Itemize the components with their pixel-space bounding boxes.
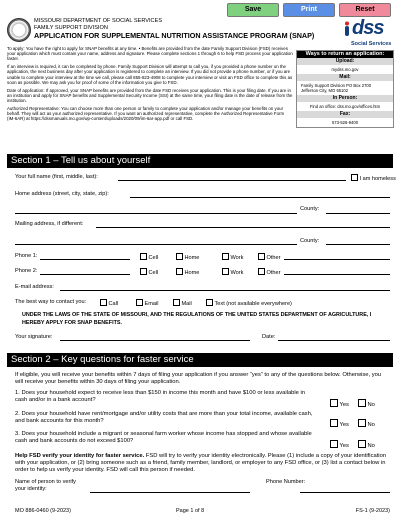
question-3-no[interactable]	[358, 440, 375, 449]
dss-logo	[340, 17, 392, 49]
phone-2-home-checkbox[interactable]	[176, 268, 183, 275]
in-person-heading: In Person:	[297, 95, 393, 102]
question-1-no[interactable]	[358, 399, 375, 408]
no-label: No	[367, 422, 375, 428]
phone-1-other-field[interactable]	[284, 259, 390, 260]
contact-mail-checkbox[interactable]	[173, 299, 180, 306]
question-1: 1. Does your household expect to receive less than $150 in income this month and have $100 or less available in cash and/or in a bank account?	[15, 390, 306, 404]
family-figure-icon	[342, 21, 352, 37]
phone-1-work-checkbox[interactable]	[222, 253, 229, 260]
mailing-address-field[interactable]	[96, 227, 390, 228]
homeless-checkbox[interactable]	[351, 174, 358, 181]
intro-text	[7, 46, 293, 124]
question-3-yes-checkbox[interactable]	[330, 440, 338, 448]
phone-1-type-cell[interactable]	[140, 253, 158, 261]
section-1-header: Section 1 – Tell us about yourself	[7, 154, 393, 168]
cell-label: Cell	[148, 270, 159, 276]
question-3: 3. Does your household include a migrant or seasonal farm worker whose income has stopped and whose available cash and bank accounts do not exceed $100?	[15, 431, 312, 445]
verify-phone-field[interactable]	[300, 492, 390, 493]
phone-1-type-other[interactable]	[258, 253, 281, 261]
phone-2-field[interactable]	[40, 274, 130, 275]
contact-text-option[interactable]	[206, 299, 292, 307]
phone-2-type-work[interactable]	[222, 268, 243, 276]
return-methods-box	[296, 50, 394, 128]
mailing-county-label: County:	[300, 238, 320, 244]
contact-mail-option[interactable]	[173, 299, 192, 307]
fax-value: 573-526-9400	[331, 120, 359, 125]
home-address-label: Home address (street, city, state, zip):	[15, 191, 109, 197]
homeless-label: I am homeless	[359, 176, 396, 182]
phone-2-type-cell[interactable]	[140, 268, 158, 276]
phone-2-work-checkbox[interactable]	[222, 268, 229, 275]
mailing-county-field[interactable]	[326, 244, 390, 245]
penalty-statement: UNDER THE LAWS OF THE STATE OF MISSOURI, AND THE REGULATIONS OF THE UNITED STATES DEPARTMENT OF AGRICULTURE, I HEREBY APPLY FOR SNAP BENEFITS.	[22, 312, 372, 326]
home-address-line-2[interactable]	[15, 213, 297, 214]
missouri-seal-icon	[7, 18, 31, 42]
phone-2-type-home[interactable]	[176, 268, 199, 276]
form-number: MO 886-0460 (9-2023)	[15, 508, 71, 514]
contact-text-checkbox[interactable]	[206, 299, 213, 306]
home-county-field[interactable]	[326, 213, 390, 214]
upload-heading: Upload:	[297, 58, 393, 65]
email-option-label: Email	[144, 301, 159, 307]
question-2-no-checkbox[interactable]	[358, 419, 366, 427]
save-button[interactable]: Save	[227, 3, 279, 17]
verify-phone-label: Phone Number:	[266, 479, 306, 485]
upload-value[interactable]: mydss.mo.gov	[331, 67, 359, 72]
form-title: APPLICATION FOR SUPPLEMENTAL NUTRITION ASSISTANCE PROGRAM (SNAP)	[34, 31, 315, 40]
contact-method-label: The best way to contact you:	[15, 299, 87, 305]
reset-button[interactable]: Reset	[339, 3, 391, 17]
dss-logo-letters: dss	[352, 17, 384, 39]
section-2-header: Section 2 – Key questions for faster service	[7, 353, 393, 367]
phone-2-other-checkbox[interactable]	[258, 268, 265, 275]
question-2-yes-checkbox[interactable]	[330, 419, 338, 427]
contact-call-checkbox[interactable]	[100, 299, 107, 306]
page-number: Page 1 of 8	[176, 508, 205, 514]
cell-label: Cell	[148, 255, 159, 261]
mailing-address-label: Mailing address, if different:	[15, 221, 84, 227]
form-toolbar	[227, 3, 391, 17]
department-name: MISSOURI DEPARTMENT OF SOCIAL SERVICES	[34, 18, 163, 24]
date-label: Date:	[262, 334, 276, 340]
question-2: 2. Does your household have rent/mortgage and/or utility costs that are more than your total income, available cash, and bank accounts for this month?	[15, 411, 313, 425]
home-address-field[interactable]	[130, 197, 390, 198]
question-2-no[interactable]	[358, 419, 375, 428]
phone-2-cell-checkbox[interactable]	[140, 268, 147, 275]
phone-1-home-checkbox[interactable]	[176, 253, 183, 260]
intro-paragraph: Date of application: If approved, your SNAP benefits are provided from the date FSD receives your application. This is your filing date. If you are in an institution and apply for SNAP benefits and Supplemental Security Income (SSI) at the same time, your filing date is the date of release from the institution.	[7, 87, 293, 104]
phone-2-type-other[interactable]	[258, 268, 281, 276]
question-3-no-checkbox[interactable]	[358, 440, 366, 448]
email-field[interactable]	[60, 290, 390, 291]
question-3-yes[interactable]	[330, 440, 349, 449]
work-label: Work	[230, 270, 244, 276]
return-methods-heading: Ways to return an application:	[297, 51, 393, 58]
text-option-label: Text (not available everywhere)	[214, 301, 292, 307]
home-label: Home	[184, 270, 200, 276]
call-label: Call	[108, 301, 119, 307]
mail-label: Mail	[181, 301, 192, 307]
verify-identity-bold: Help FSD verify your identity for faster service.	[15, 453, 145, 459]
verify-person-name-field[interactable]	[90, 492, 250, 493]
question-1-yes-checkbox[interactable]	[330, 399, 338, 407]
home-label: Home	[184, 255, 200, 261]
no-label: No	[367, 402, 375, 408]
other-label: Other	[266, 270, 281, 276]
phone-1-label: Phone 1:	[15, 253, 38, 259]
date-field[interactable]	[278, 340, 390, 341]
home-county-label: County:	[300, 206, 320, 212]
intro-paragraph: If an interview is required, it can be completed by phone. Family Support Division will attempt to call you, if you provided a phone number on the application, the next business day after your application is registered to complete an interview. If you did not provide a phone number, or if you are unable to complete your interview at the time we call, please call 855-823-4908 to complete your interview or visit an FSD office to complete this as soon as possible. We may ask you for proof of some of the information you give to FSD.	[7, 64, 293, 85]
mail-heading: Mail:	[297, 74, 393, 81]
mailing-address-line-2[interactable]	[15, 244, 297, 245]
phone-1-type-home[interactable]	[176, 253, 199, 261]
contact-email-option[interactable]	[136, 299, 159, 307]
phone-1-type-work[interactable]	[222, 253, 243, 261]
phone-1-other-checkbox[interactable]	[258, 253, 265, 260]
intro-paragraph: To apply: You have the right to apply for SNAP benefits at any time. • Benefits are provided from the date Family Support Division (FSD) receives your application which must contain your name, address and signature. Please complete sections 1 through 6 to help FSD process your application faster.	[7, 46, 293, 62]
signature-field[interactable]	[60, 340, 250, 341]
phone-2-other-field[interactable]	[284, 274, 390, 275]
form-header	[34, 18, 314, 40]
form-code: FS-1 (9-2023)	[355, 508, 390, 514]
print-button[interactable]: Print	[283, 3, 335, 17]
fax-heading: Fax:	[297, 111, 393, 118]
contact-email-checkbox[interactable]	[136, 299, 143, 306]
verify-identity-text	[15, 453, 390, 474]
email-label: E-mail address:	[15, 284, 54, 290]
yes-label: Yes	[339, 422, 349, 428]
yes-label: Yes	[339, 402, 349, 408]
question-2-yes[interactable]	[330, 419, 349, 428]
intro-paragraph: Authorized Representative: You can choose more than one person or family to complete your application and/or manage your benefits on your behalf. They will act as your authorized representative. If you want an authorized representative, complete the Authorized Representative Form (IM-6AR) at https://dssmanuals.mo.gov/wp-content/uploads/2020/09/im-6ar-app.pdf or call FSD.	[7, 105, 285, 122]
in-person-value[interactable]: Find an office: dss.mo.gov/offices.htm	[309, 104, 381, 109]
signature-label: Your signature:	[15, 334, 53, 340]
mail-value: Family Support Division PO Box 2700 Jefferson City, MO 65102	[301, 83, 372, 93]
contact-call-option[interactable]	[100, 299, 118, 307]
section-2-intro: If eligible, you will receive your benefits within 7 days of filing your application if you answer “yes” to any of the questions below. Otherwise, you will receive your benefits within 30 days of filing your application.	[15, 372, 382, 385]
phone-2-label: Phone 2:	[15, 268, 38, 274]
dss-logo-text: Social Services	[351, 41, 392, 47]
homeless-option[interactable]	[351, 174, 396, 182]
work-label: Work	[230, 255, 244, 261]
phone-1-field[interactable]	[40, 259, 130, 260]
full-name-field[interactable]	[118, 180, 346, 181]
question-1-no-checkbox[interactable]	[358, 399, 366, 407]
verify-identity-rest: FSD will try to verify your identity electronically. Please (1) include a copy of your identification with your application, or (2) bring someone such as a friend, family member, landlord, or employer to any FSD office, or (3) list a contact below in order to help us verify your identity. FSD will call this person if needed.	[15, 453, 387, 473]
verify-person-name-label: Name of person to verify your identity:	[15, 479, 76, 492]
phone-1-cell-checkbox[interactable]	[140, 253, 147, 260]
no-label: No	[367, 443, 375, 449]
full-name-label: Your full name (first, middle, last):	[15, 174, 98, 180]
division-name: FAMILY SUPPORT DIVISION	[34, 24, 108, 31]
yes-label: Yes	[339, 443, 349, 449]
question-1-yes[interactable]	[330, 399, 349, 408]
other-label: Other	[266, 255, 281, 261]
